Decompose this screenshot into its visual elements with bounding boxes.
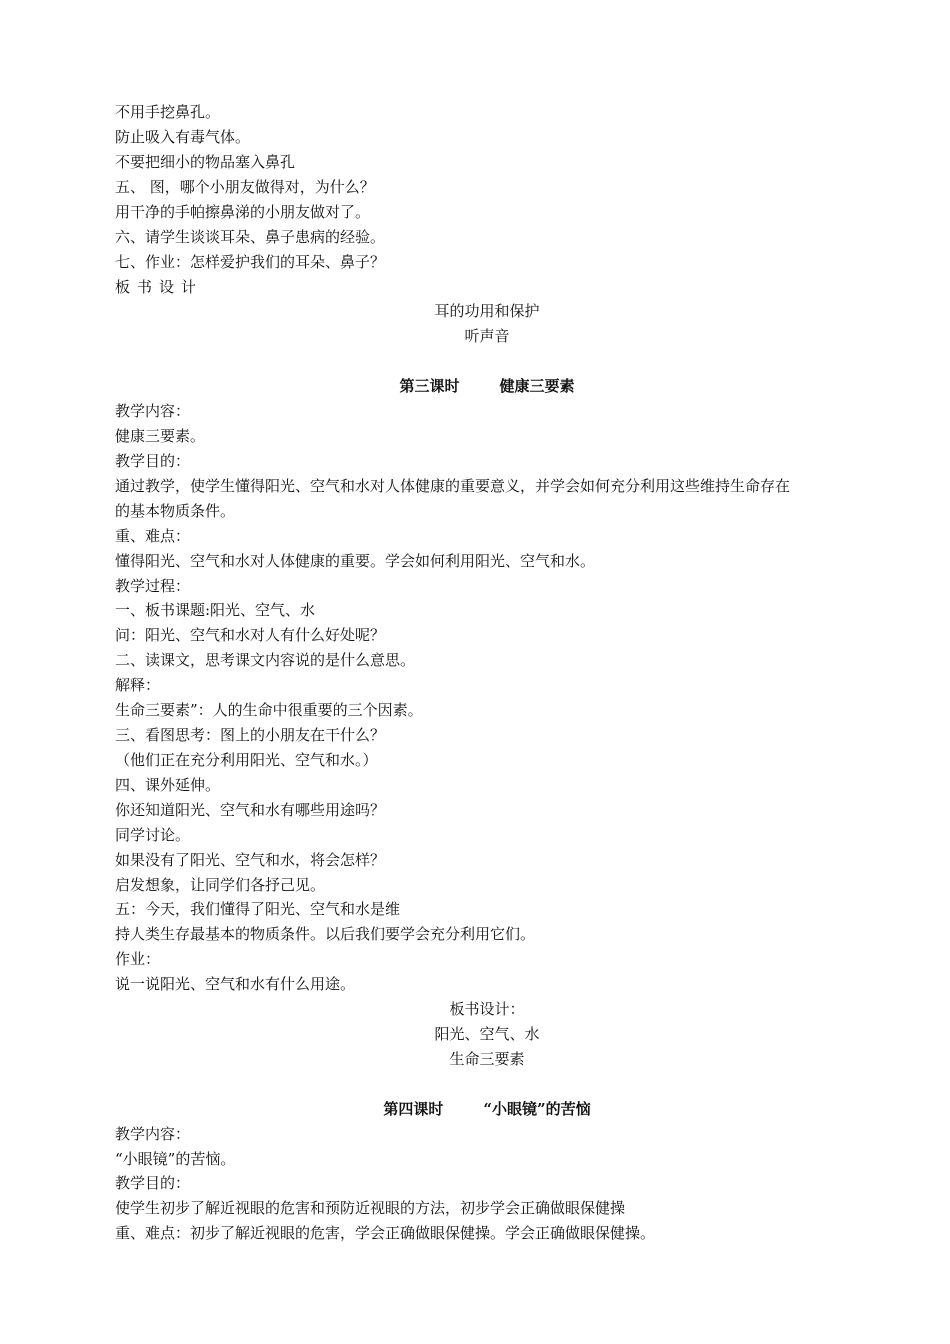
text-line: （他们正在充分利用阳光、空气和水。） [115,751,378,769]
lesson-title [0,376,950,396]
text-line: 懂得阳光、空气和水对人体健康的重要。学会如何利用阳光、空气和水。 [115,552,596,570]
text-line: 重、难点： [115,527,191,545]
text-line: 五：今天，我们懂得了阳光、空气和水是维 [115,900,401,918]
text-line: 重、难点：初步了解近视眼的危害，学会正确做眼保健操。学会正确做眼保健操。 [115,1224,656,1242]
text-line: 作业： [115,950,161,968]
text-line: 教学内容： [115,402,191,420]
text-line: “小眼镜”的苦恼。 [115,1150,236,1168]
text-line: 通过教学，使学生懂得阳光、空气和水对人体健康的重要意义，并学会如何充分利用这些维持生命存在 [115,477,791,495]
board-line: 生命三要素 [449,1050,525,1068]
board-design-heading: 板书设计 [115,278,204,296]
text-line: 同学讨论。 [115,826,191,844]
text-line: 说一说阳光、空气和水有什么用途。 [115,975,356,993]
text-line: 用干净的手帕擦鼻涕的小朋友做对了。 [115,203,371,221]
text-line: 七、作业：怎样爱护我们的耳朵、鼻子？ [115,253,386,271]
lesson-number: 第四课时 [383,1100,444,1118]
lesson-name: 健康三要素 [499,377,575,395]
text-line: 问：阳光、空气和水对人有什么好处呢？ [115,626,386,644]
text-line: 教学目的： [115,1174,191,1192]
text-line: 四、课外延伸。 [115,776,221,794]
text-line: 不要把细小的物品塞入鼻孔 [115,153,296,171]
text-line: 你还知道阳光、空气和水有哪些用途吗？ [115,801,386,819]
text-line: 六、请学生谈谈耳朵、鼻子患病的经验。 [115,228,386,246]
lesson-title [0,1099,950,1119]
text-line: 启发想象，让同学们各抒己见。 [115,876,326,894]
text-line: 五、 图，哪个小朋友做得对，为什么？ [115,178,375,196]
board-line: 板书设计： [449,1000,525,1018]
text-line: 三、看图思考：图上的小朋友在干什么？ [115,726,386,744]
text-line: 如果没有了阳光、空气和水，将会怎样？ [115,851,386,869]
text-line: 一、板书课题:阳光、空气、水 [115,601,316,619]
lesson-number: 第三课时 [399,377,460,395]
text-line: 解释： [115,676,161,694]
text-line: 不用手挖鼻孔。 [115,103,221,121]
text-line: 防止吸入有毒气体。 [115,128,251,146]
text-line: 生命三要素”：人的生命中很重要的三个因素。 [115,701,423,719]
text-line: 持人类生存最基本的物质条件。以后我们要学会充分利用它们。 [115,925,536,943]
board-line: 耳的功用和保护 [434,302,540,320]
text-line: 的基本物质条件。 [115,502,236,520]
text-line: 教学过程： [115,577,191,595]
board-line: 听声音 [464,327,510,345]
text-line: 教学目的： [115,452,191,470]
lesson-name: “小眼镜”的苦恼 [483,1100,591,1118]
text-line: 使学生初步了解近视眼的危害和预防近视眼的方法，初步学会正确做眼保健操 [115,1199,626,1217]
text-line: 二、读课文，思考课文内容说的是什么意思。 [115,651,416,669]
board-line: 阳光、空气、水 [434,1025,540,1043]
text-line: 健康三要素。 [115,427,206,445]
text-line: 教学内容： [115,1125,191,1143]
